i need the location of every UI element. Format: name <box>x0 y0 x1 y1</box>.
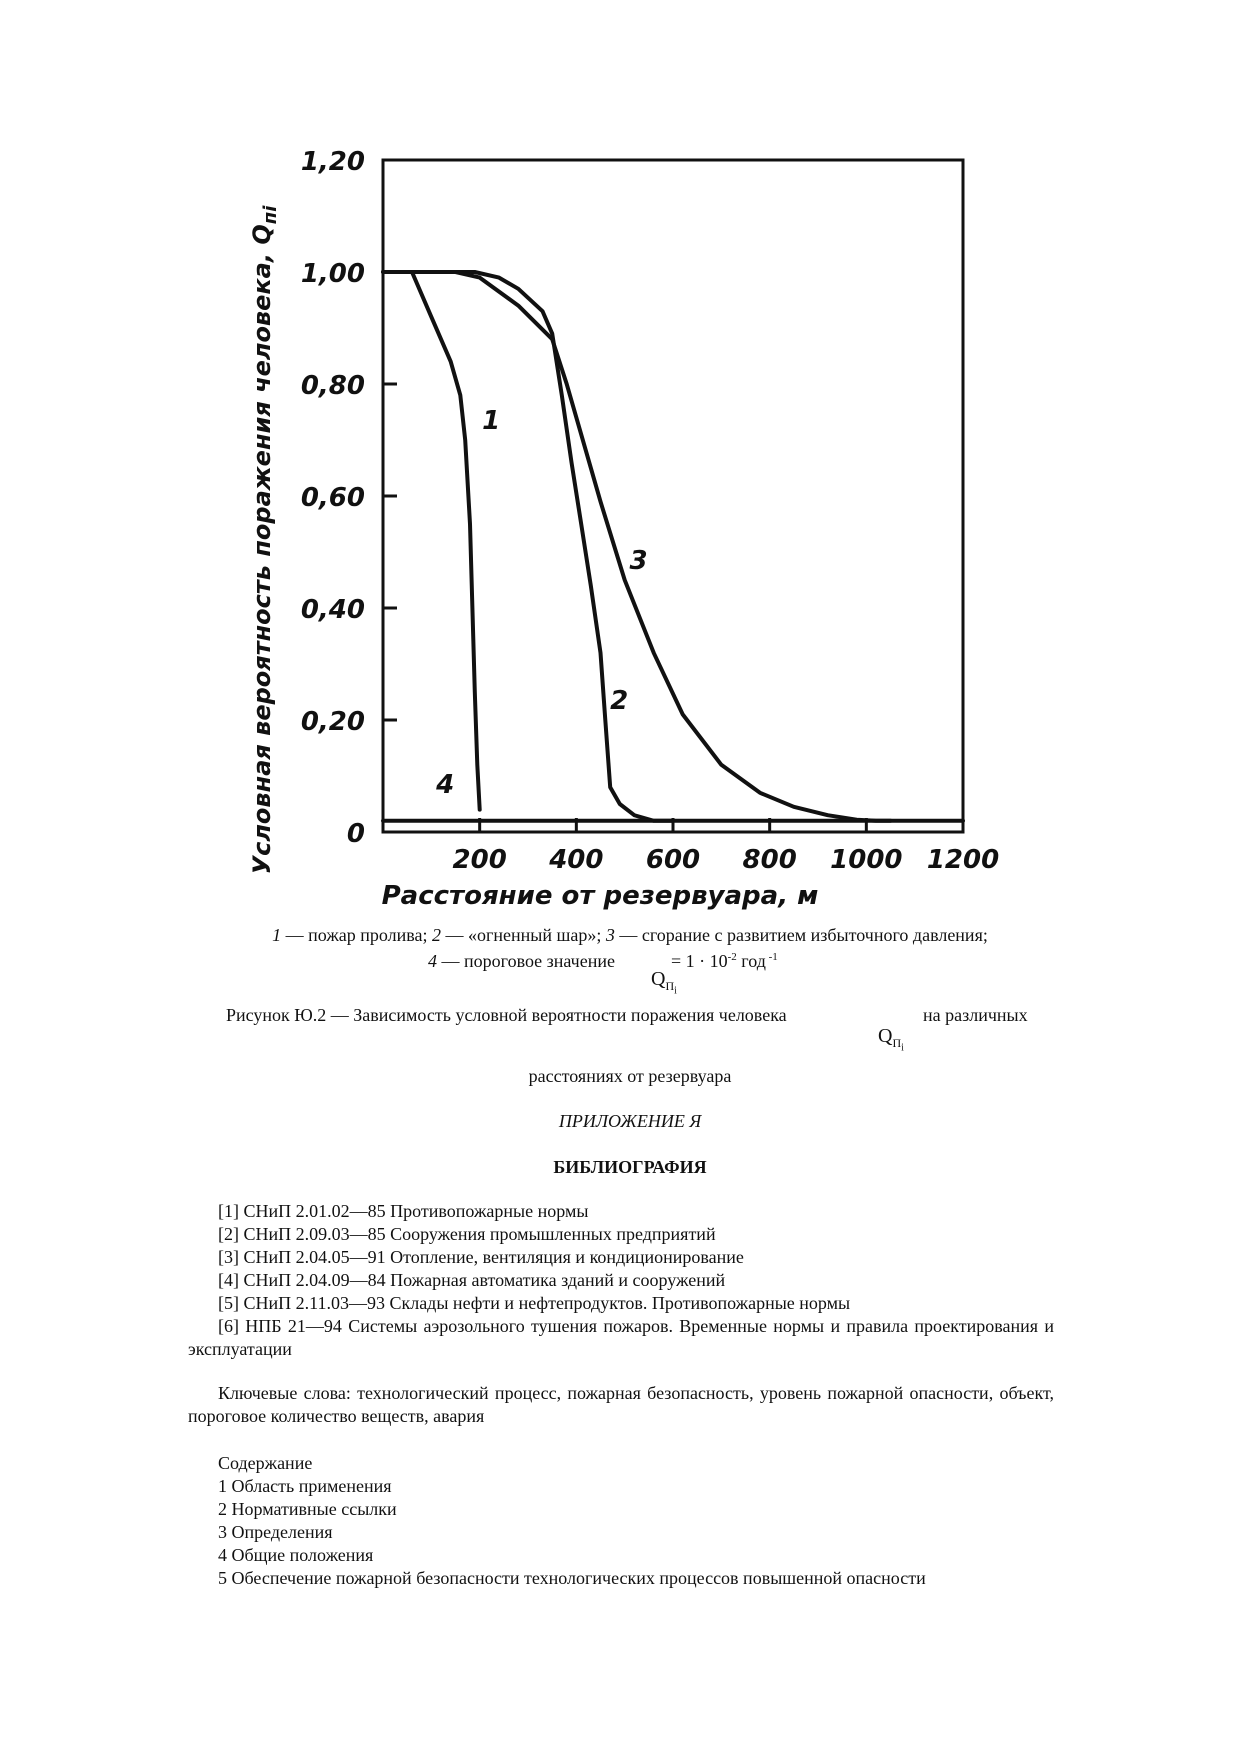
curve-label-1: 1 <box>482 405 501 436</box>
toc-item[interactable]: 2 Нормативные ссылки <box>218 1499 397 1519</box>
legend-threshold-exp: -2 <box>727 951 737 963</box>
legend-number-1: 1 <box>272 925 282 945</box>
x-tick-label: 1000 <box>830 845 903 875</box>
curve-label-3: 3 <box>629 545 648 576</box>
keywords: Ключевые слова: технологический процесс, пожарная безопасность, уровень пожарной опасности, объект, пороговое количество веществ, авария <box>188 1383 1054 1426</box>
toc-item[interactable]: 4 Общие положения <box>218 1545 374 1565</box>
bibliography-item: [3] СНиП 2.04.05—91 Отопление, вентиляция и кондиционирование <box>218 1247 744 1267</box>
legend-threshold-unit-exp: -1 <box>765 951 778 963</box>
legend-threshold-unit: год <box>736 951 766 971</box>
x-tick-label: 200 <box>452 845 507 875</box>
toc-item[interactable]: 3 Определения <box>218 1522 333 1542</box>
curve-label-4: 4 <box>436 769 455 800</box>
x-tick-label: 800 <box>742 845 797 875</box>
curve-label-2: 2 <box>610 685 629 716</box>
toc-item[interactable]: 1 Область применения <box>218 1476 392 1496</box>
legend-number-3: 3 <box>605 925 615 945</box>
x-axis-label: Расстояние от резервуара, м <box>381 881 819 911</box>
y-tick-label: 0,60 <box>300 483 365 513</box>
figure-caption <box>226 1004 787 1026</box>
y-tick-label: 0,80 <box>300 371 365 401</box>
legend-number-2: 2 <box>432 925 442 945</box>
y-tick-label: 1,20 <box>300 147 365 177</box>
y-tick-label: 0 <box>346 819 365 849</box>
bibliography-item: [6] НПБ 21—94 Системы аэрозольного тушения пожаров. Временные нормы и правила проектирования и эксплуатации <box>188 1316 1054 1359</box>
curve-1 <box>383 272 480 810</box>
figure-caption-line2: расстояниях от резервуара <box>528 1066 732 1086</box>
bibliography-list <box>188 1200 1054 1361</box>
legend-text-4: — пороговое значение <box>437 951 615 971</box>
legend-q-symbol: $Q_{П_i}$ <box>651 968 677 997</box>
x-tick-label: 1200 <box>926 845 1000 875</box>
legend-text-2: — «огненный шар»; <box>441 925 606 945</box>
y-tick-label: 1,00 <box>300 259 365 289</box>
y-axis-label: Условная вероятность поражения человека, $Q_{пi}$ <box>248 205 281 875</box>
legend-number-4: 4 <box>428 951 437 971</box>
toc-item[interactable]: 5 Обеспечение пожарной безопасности технологических процессов повышенной опасности <box>218 1568 926 1588</box>
bibliography-item: [2] СНиП 2.09.03—85 Сооружения промышленных предприятий <box>218 1224 716 1244</box>
x-tick-label: 400 <box>549 845 604 875</box>
y-tick-label: 0,40 <box>300 595 365 625</box>
probability-chart <box>230 140 1010 920</box>
y-tick-label: 0,20 <box>300 707 365 737</box>
figure-caption-tail: на различных <box>923 1005 1028 1025</box>
legend-threshold-eq: = 1 · 10 <box>670 951 728 971</box>
chart-legend <box>220 924 1040 946</box>
x-tick-label: 600 <box>645 845 701 875</box>
bibliography-title: БИБЛИОГРАФИЯ <box>553 1157 707 1177</box>
caption-q-symbol: $Q_{П_i}$ <box>878 1025 904 1054</box>
table-of-contents <box>188 1452 1054 1590</box>
appendix-title: ПРИЛОЖЕНИЕ Я <box>558 1111 702 1131</box>
bibliography-item: [4] СНиП 2.04.09—84 Пожарная автоматика зданий и сооружений <box>218 1270 726 1290</box>
y-axis-label-sub: пi <box>260 205 281 225</box>
chart-legend-line2 <box>428 946 778 972</box>
legend-text-1: — пожар пролива; <box>281 925 433 945</box>
toc-title: Содержание <box>218 1453 313 1473</box>
legend-text-3: — сгорание с развитием избыточного давления; <box>614 925 988 945</box>
figure-caption-text: Рисунок Ю.2 — Зависимость условной вероятности поражения человека <box>226 1005 787 1025</box>
bibliography-item: [1] СНиП 2.01.02—85 Противопожарные нормы <box>218 1201 589 1221</box>
bibliography-item: [5] СНиП 2.11.03—93 Склады нефти и нефтепродуктов. Противопожарные нормы <box>218 1293 851 1313</box>
